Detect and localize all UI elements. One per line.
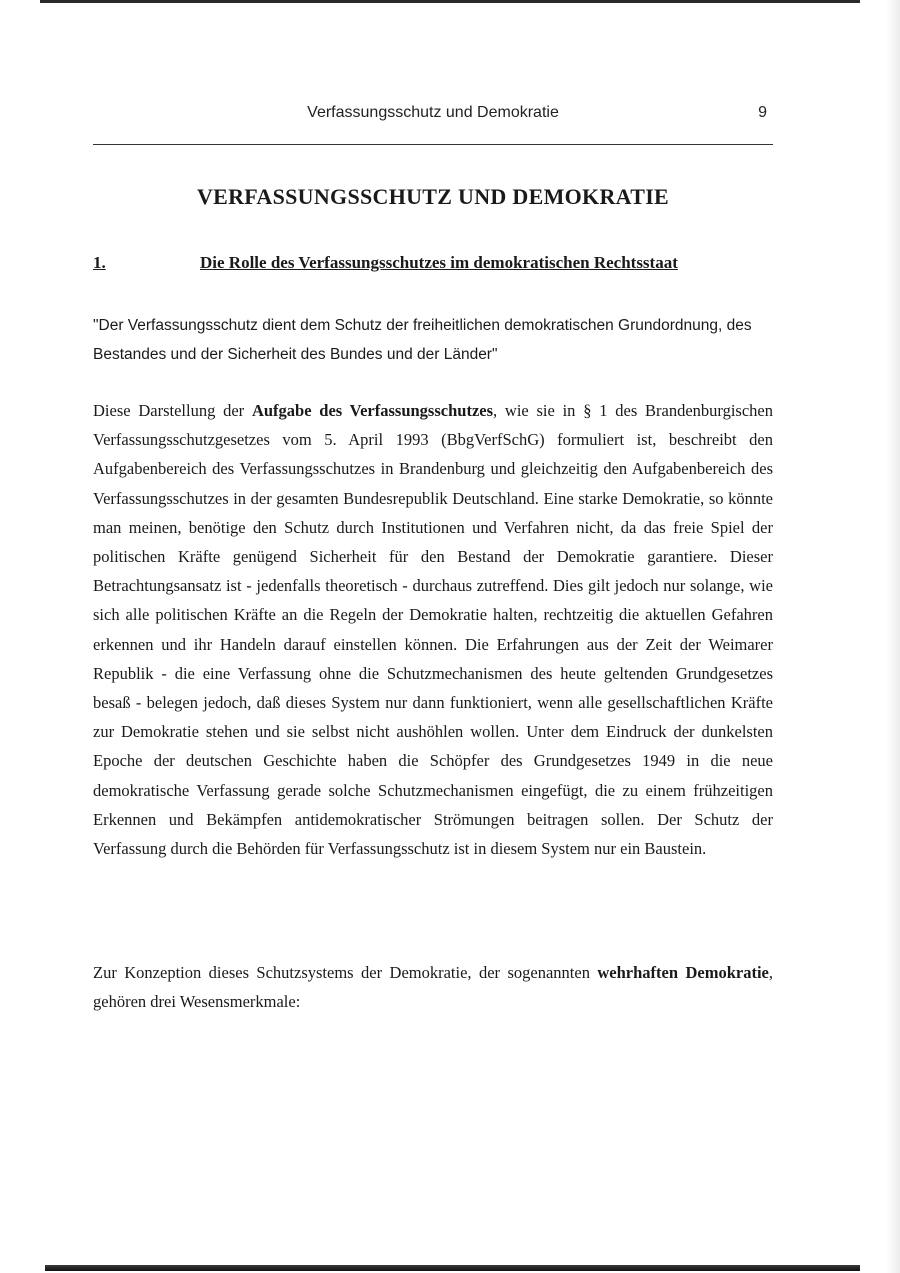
paragraph-1-emphasis: Aufgabe des Verfassungsschutzes bbox=[251, 401, 494, 420]
running-header bbox=[93, 104, 773, 128]
scan-bottom-edge bbox=[45, 1265, 860, 1271]
section-heading bbox=[93, 253, 773, 279]
section-heading-text: Die Rolle des Verfassungsschutzes im demokratischen Rechtsstaat bbox=[200, 253, 678, 272]
page-title: VERFASSUNGSSCHUTZ UND DEMOKRATIE bbox=[196, 184, 670, 209]
scan-top-edge bbox=[40, 0, 860, 3]
paragraph-2-emphasis: wehrhaften Demokratie bbox=[597, 963, 769, 982]
paragraph-1-body: , wie sie in § 1 des Brandenburgischen Verfassungsschutzgesetzes vom 5. April 1993 (BbgVerfSchG) formuliert ist, beschreibt den Aufgabenbereich des Verfassungsschutzes in Brandenburg und gleichzeitig den Aufgabenbereich des Verfassungsschutzes in der gesamten Bundesrepublik Deutschland. Eine starke Demokratie, so könnte man meinen, benötige den Schutz durch Institutionen und Verfahren nicht, da das freie Spiel der politischen Kräfte genügend Sicherheit für den Bestand der Demokratie garantiere. Dieser Betrachtungsansatz ist - jedenfalls theoretisch - durchaus zutreffend. Dies gilt jedoch nur solange, wie sich alle politischen Kräfte an die Regeln der Demokratie halten, rechtzeitig die aktuellen Gefahren erkennen und ihr Handeln darauf einstellen können. Die Erfahrungen aus der Zeit der Weimarer Republik - die eine Verfassung ohne die Schutzmechanismen des heute geltenden Grundgesetzes besaß - belegen jedoch, daß dieses System nur dann funktioniert, wenn alle gesellschaftlichen Kräfte zur Demokratie stehen und sie selbst nicht aushöhlen wollen. Unter dem Eindruck der dunkelsten Epoche der deutschen Geschichte haben die Schöpfer des Grundgesetzes 1949 in die neue demokratische Verfassung gerade solche Schutzmechanismen eingefügt, die zu einem frühzeitigen Erkennen und Bekämpfen antidemokratischer Strömungen beitragen sollen. Der Schutz der Verfassung durch die Behörden für Verfassungsschutz ist in diesem System nur ein Baustein. bbox=[93, 401, 774, 859]
section-number: 1. bbox=[93, 253, 106, 272]
paragraph-2-intro: Zur Konzeption dieses Schutzsystems der Demokratie, der sogenannten bbox=[93, 963, 598, 982]
paragraph-2-body: , gehören drei Wesensmerkmale: bbox=[93, 963, 773, 1012]
running-title: Verfassungsschutz und Demokratie bbox=[307, 104, 559, 121]
legal-quote: "Der Verfassungsschutz dient dem Schutz der freiheitlichen demokratischen Grundordnung, des Bestandes und der Sicherheit des Bundes und der Länder" bbox=[93, 317, 752, 363]
paragraph-1-intro: Diese Darstellung der bbox=[93, 401, 252, 420]
page-number: 9 bbox=[758, 104, 767, 121]
scan-right-shadow bbox=[886, 0, 900, 1273]
header-rule bbox=[93, 144, 773, 145]
body-paragraph-1 bbox=[93, 396, 773, 863]
body-paragraph-2 bbox=[93, 958, 773, 1016]
